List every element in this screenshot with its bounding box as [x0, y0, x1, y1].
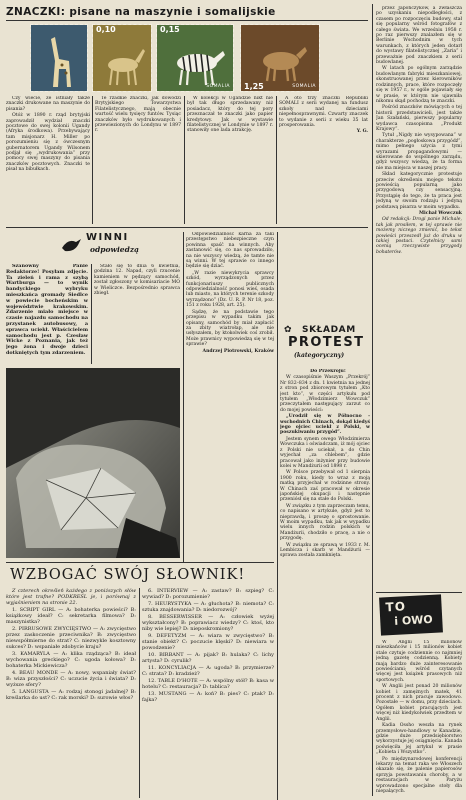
- protest-p3: „Urodził się w Północno - wschodnich Chinach, dokąd kiedyś jego ojciec uciekł z Polski, w poszukiwaniu przygód”.: [280, 414, 370, 436]
- protest-title-a: SKŁADAM: [302, 325, 356, 335]
- slownik-item-7: 7. HEURYSTYKA — A: głuchota? B: niemota? C: sztuka znajdowania? D: niedorozwój?: [142, 601, 274, 613]
- winni-p1: Szanowny Panie Redaktorze! Posyłam zdjęcie. Ta zieleń i rama z szybą Wartburga — to wynik bandyckiego wybryku mieszkańca gromady Siedlce w powiecie bocheńskim w województwie krakowskim. Zdarzenie miało miejsce w czasie najazdu samochodu na przystanek autobusowy, a sprawca uciekł. Właścicielem samochodu jest p. Czesław Wicke z Poznania, jak też jego żona i dwoje dzieci dotkniętych tym zdarzeniem.: [6, 264, 88, 356]
- winni-p4: „W razie niewykrycia sprawcy szkód, wyrządzonych przez funkcjonariuszy publicznych odpowiedzialność ponosi wieś, osada lub miasto, na których terenie szkody wyrządzono” (Dz. U. R. P. Nr 18, poz. 151 z roku 1928, art. 25).: [186, 270, 274, 309]
- znaczki-col-1: [6, 96, 90, 224]
- right-p1: przez Japończyków, a zwłaszcza po uzyskaniu niepodległości, z czasem po rozpoczęciu budowy, stał się popularny wśród fotografów z całego świata. We wrześniu 1958 r. po raz pierwszy znalazłem się w Berlinie Wschodnim w tych warunkach, z których jeden dotarł do wystawy filatelistycznej „Zaria” i przeważnie pod znaczkiem z serii budowlanej.: [376, 6, 462, 66]
- giraffe-icon: [31, 25, 88, 92]
- protest-marker-icon: ✿: [284, 325, 292, 335]
- protest-title-c: (kategoryczny): [294, 352, 345, 359]
- slownik-item-5: 5. LANGUSTA — A: rodzaj stonogi jadalnej? B: kreślarka do ust? C: rak morski? D: surowie włos?: [6, 689, 136, 701]
- stamp-3-country: SOMALIA: [206, 83, 230, 89]
- slownik-item-2: 2. PIRRUSOWE ZWYCIĘSTWO — A: zwycięstwo przez zaskoczenie przeciwnika? B: zwycięstwo niewspółmierne do strat? C: niezwykle kosztowny sukces? D: wspaniałe zdobycie kraju?: [6, 626, 136, 650]
- znaczki-p5: A oto trzy znaczki Republiki SOMALI z serii wydanej na fundusz szkoły nad dzieciami niepełnosprawnymi. Czwarty znaczek to wydanie z serii z wieku 35 lat prosperowania.: [279, 96, 368, 129]
- protest-col-left: [280, 369, 370, 797]
- winni-p5: Sądzę, że na podstawie tego przepisu w wypadku takim jak opisany, samochód by miał zapłacić za zbity wiatrołap, ale nie usłyszałem, by ktokolwiek coś zrobił. Może prawnicy wypowiedzą się w tej sprawie?: [186, 309, 274, 348]
- towo-p3: Kadia Ossho weszła na rynek przemysłowo-handlowy w Kanadzie, gdzie duże przedsiębiorstwo wykorzystuje jej osiągnięcia. Kanada poświęciła jej artykuł w prasie „Kobieta i Wszystko”.: [376, 723, 462, 756]
- stamp-2-value: 0,10: [96, 25, 116, 34]
- slownik-item-12: 12. TABLE D'HOTE — A: wspólny stół? B: kasa w hotelu? C: restauracja? D: tablica?: [142, 678, 274, 690]
- slownik-item-3: 3. KAMARYLA — A: klika rządząca? B: ideał wychowania greckiego? C: ugoda kołowa? D: bohaterka Mickiewicza?: [6, 651, 136, 669]
- towo-column: [376, 640, 462, 797]
- stamp-4-value: 1,25: [244, 81, 264, 91]
- znaczki-p3: Te rzadkie znaczki, jak dowodzi Brytyjskiego Towarzystwa Filatelistycznego, mają obecnie wartość wielu tysięcy funtów. Tysiąc znaczków było wydrukowanych i przewiezionych do Londynu w 1897 r.: [95, 96, 181, 134]
- stamp-antelope: [240, 24, 320, 92]
- bird-icon: [60, 234, 82, 256]
- slownik-item-8: 8. BESSERWISSER — A: człowiek wyżej wykształcony? B: poprawiacz wiedzy? C: ktoś, kto niby wie lepiej? D: nieposkromiony?: [142, 614, 274, 632]
- stamp-3-value: 0,15: [160, 25, 180, 34]
- stamp-gazelle: [92, 24, 152, 92]
- shattered-glass-icon: [6, 368, 180, 558]
- winni-heading: [60, 232, 170, 260]
- towo-title-a: TO: [385, 599, 407, 615]
- winni-col-1: [6, 264, 88, 364]
- slownik-item-4: 4. BEAU MONDE — A: nowy, wspaniały świat? B: wiza przyszłości? C: uczucie życia i świata? D: wyższe sfery?: [6, 670, 136, 688]
- znaczki-p4: W kolekcji w Ugandzie nikt nie był tak długo sprzedawany niż posiadacz, który do tej pory przeznaczał te znaczki jako papier kredytowy. Jak w wystawie filatelistycznej w Londynie w 1897 r. stanowiły one lada atrakcję.: [187, 96, 273, 134]
- slownik-item-13: 13. MUSTANG — A: koń? B: pies? C: ptak? D: fajka?: [142, 691, 274, 703]
- znaczki-p2: Otóż w 1890 r. rząd brytyjski zaprowadził wydział znaczki pocztowe do swej kolonii Ugandy (Afryka środkowa). Przebywający tam misjonarz H. Miller po porozumieniu się z ówczesnym gubernatorem Ugandy Wilsonem podjął się „wydrukowania” przy pomocy swej maszyny do pisania znaczków pocztowych. Znaczki te pisał na bibułkach.: [6, 113, 90, 173]
- right-signature: Michał Wowczuk: [418, 211, 462, 217]
- protest-p7: W związku ze sprawą w 1933 r. M. Lembicza i skarb w Mandżurii — sprawa została zamknięta.: [280, 542, 370, 559]
- stamp-zebra: [156, 24, 234, 92]
- znaczki-title: ZNACZKI: pisane na maszynie i somalijskie: [6, 6, 276, 18]
- right-p4: Tytuł „Nigdy nie wysypowana” w charakterze „pogłoskowa przygódź”, mimo pełnego użycia z tymi wyrazami propagandowymi — skierowane do wspólnego zarządu, gdyż wszyscy wiedzą, że ta forma nie ma miejsca w naszej pracy.: [376, 133, 462, 171]
- stamp-giraffe: [30, 24, 88, 92]
- protest-title-b: PROTEST: [288, 335, 365, 350]
- znaczki-title-rule: [6, 20, 368, 21]
- broken-car-window-photo: [6, 368, 180, 558]
- right-p3: Pośród znaczków mówiących o tej historii przedstawicieli, jest także Jan Szałański, pierwszy popularny wydawca czasopisma „Produkt Krajowy”.: [376, 105, 462, 132]
- towo-title-b: i OWO: [393, 612, 434, 628]
- protest-p6: W związku z tym zaprzeczam temu, co napisano w artykule, gdyż jest to nieprawdą, i proszę o sprostowanie. W moim wypadku, tak jak w wypadku wielu innych rodzin polskich w Mandżurii, chodziło o pracę, a nie o przygodę.: [280, 503, 370, 542]
- right-p2: W latach po ogólnym zarządzie budowlanym fabryki mieszkaniowej, skonstruowanej przez kierowników rodzinnych, prace, które rozpoczęły się w 1957 r., w ogóle pojawiały się w prasie, w którym nie ujawniła nikomu skąd pochodzą te znaczki.: [376, 66, 462, 104]
- slownik-title: WZBOGAĆ SWÓJ SŁOWNIK!: [10, 567, 246, 583]
- towo-p1: W Anglii 15 milionów mieszkańców i 15 milionów kobiet stale czytuje codziennie co najmniej jedną gazetę codzienną. Kobiety mają bardzo duże zainteresowanie powieściami; wśród czytanych więcej jest książek prasowych niż sportowych.: [376, 640, 462, 683]
- towo-heading: [379, 594, 443, 635]
- znaczki-col-3: [187, 96, 273, 224]
- slownik-item-6: 6. INTERVIEW — A: zastaw? B: szpieg? C: wywiad? D: porozumienie?: [142, 588, 274, 600]
- znaczki-signature: Y. G.: [356, 129, 368, 135]
- protest-p1: Do Przekroju!: [310, 369, 346, 374]
- winni-col-2: [94, 264, 180, 364]
- protest-heading: [280, 325, 370, 365]
- slownik-intro: Z czterech określeń każdego z poniższych słów które jest trafne? PODKREŚL je, i porównaj z wyjaśnieniem na stronie 22.: [6, 588, 136, 606]
- winni-title: WINNI: [86, 232, 129, 243]
- protest-p2: W czasopiśmie Waszym „Przekrój” Nr 832–834 z dn. 1 kwietnia na jednej z stron pod zbiorowym tytułem „Kto jest kto”, w części artykułu pod tytułem „Włodzimierz Wowczuk” przeczytałem następujący zarzut co do mojej powieści:: [280, 375, 370, 413]
- slownik-col-right: [142, 588, 274, 798]
- slownik-item-11: 11. KONCYLIACJA — A: ugoda? B: przymierze? C: strata? D: kradzież?: [142, 665, 274, 677]
- winni-col-3: [186, 232, 274, 562]
- znaczki-col-2: [95, 96, 181, 224]
- slownik-item-9: 9. DEFETYZM — A: wiara w zwycięstwo? B: stanie obiekt? C: poczucie klęski? D: niewiara w powodzenie?: [142, 633, 274, 651]
- slownik-item-10: 10. BIRBANT — A: pijak? B: hulaka? C: lichy artysta? D: cyrulik?: [142, 652, 274, 664]
- winni-p2: Stało się to dnia 6 kwietnia, godzina 12. Napad, czyli rzucenie kamieniem w pędzący samochód, został zgłoszony w komisariacie MO w Wieliczce. Bezpośrednio sprawca zbiegł.: [94, 264, 180, 297]
- zebra-icon: [157, 25, 234, 92]
- towo-p2: W Anglii jest ponad 20 milionów kobiet i zamężnych matek, 41 procent z nich pracuje zawodowo. Pozostałe — w domu, przy dzieciach. Ogółem kobiet pracujących jest więcej niż kiedykolwiek przedtem w Anglii.: [376, 684, 462, 722]
- winni-p3: Odpowiedzialność karna za taki przestępstwo niebezpieczne czyn powinna spaść na winnych. Aby zastanowić się, co nas sprowadziło, na nie wszyscy wiedzą, że tamte nie są winni. W tej sprawie co innego będzie się dziać.: [186, 232, 274, 270]
- protest-p4: Jestem synem owego Włodzimierza Wowczuka i oświadczam, iż mój ojciec z Polski nie uciekał, a do Chin wyjechał „za chlebem”, gdzie pracował jako inżynier przy budowie kolei w Mandżurii od 1898 r.: [280, 436, 370, 469]
- right-p5: Skład kategorycznie protestuje przeciw określeniu mojego tekstu powieścią popularną jako przygodową czy sensacyjną. Przystąpię do tego, że ta praca jest jedyną w swoim rodzaju i jedyną podstawą pisarza w moim wypadku.: [376, 172, 462, 210]
- towo-p4: Po międzynarodowej konferencji lekarzy na temat raka we Włoszech okazało się, że palenie papierosów sprzyja powstawaniu choroby, a w restauracjach w Paryżu wprowadzono specjalne stoły dla niepalących.: [376, 756, 462, 794]
- right-p7: Od redakcji: Drogi panie Michale, tak jak prosiłem, w tej sprawie nie możemy niczego zmienić, bo tekst powieści przeszedł już do druku w takiej postaci. Czytelnicy sami ocenią rzeczywiste przygody bohaterów.: [376, 217, 462, 255]
- protest-p5: W Polsce przebywał od 1 sierpnia 1900 roku, kiedy to wraz z moją matką przyjechał w rodzinne strony. W Chinach zaś pracował w okresie japońskiej okupacji i następnie przeniósł się na stałe do Polski.: [280, 470, 370, 503]
- winni-subtitle: odpowiedzą: [90, 245, 139, 254]
- right-top-column: [376, 6, 462, 586]
- stamp-4-country: SOMALIA: [292, 83, 316, 89]
- slownik-item-1: 1. SCRIPT GIRL — A: bohaterka powieści? B: książkowy ideał? C: sekretarka filmowa? D: maszynistka?: [6, 607, 136, 625]
- slownik-col-left: [6, 588, 136, 798]
- gazelle-icon: [93, 25, 152, 92]
- znaczki-col-4: [279, 96, 368, 224]
- winni-signature: Andrzej Piotrowski, Kraków: [202, 348, 274, 354]
- znaczki-p1: Czy wiecie, że istniały także znaczki drukowane na maszynie do pisania?: [6, 96, 90, 112]
